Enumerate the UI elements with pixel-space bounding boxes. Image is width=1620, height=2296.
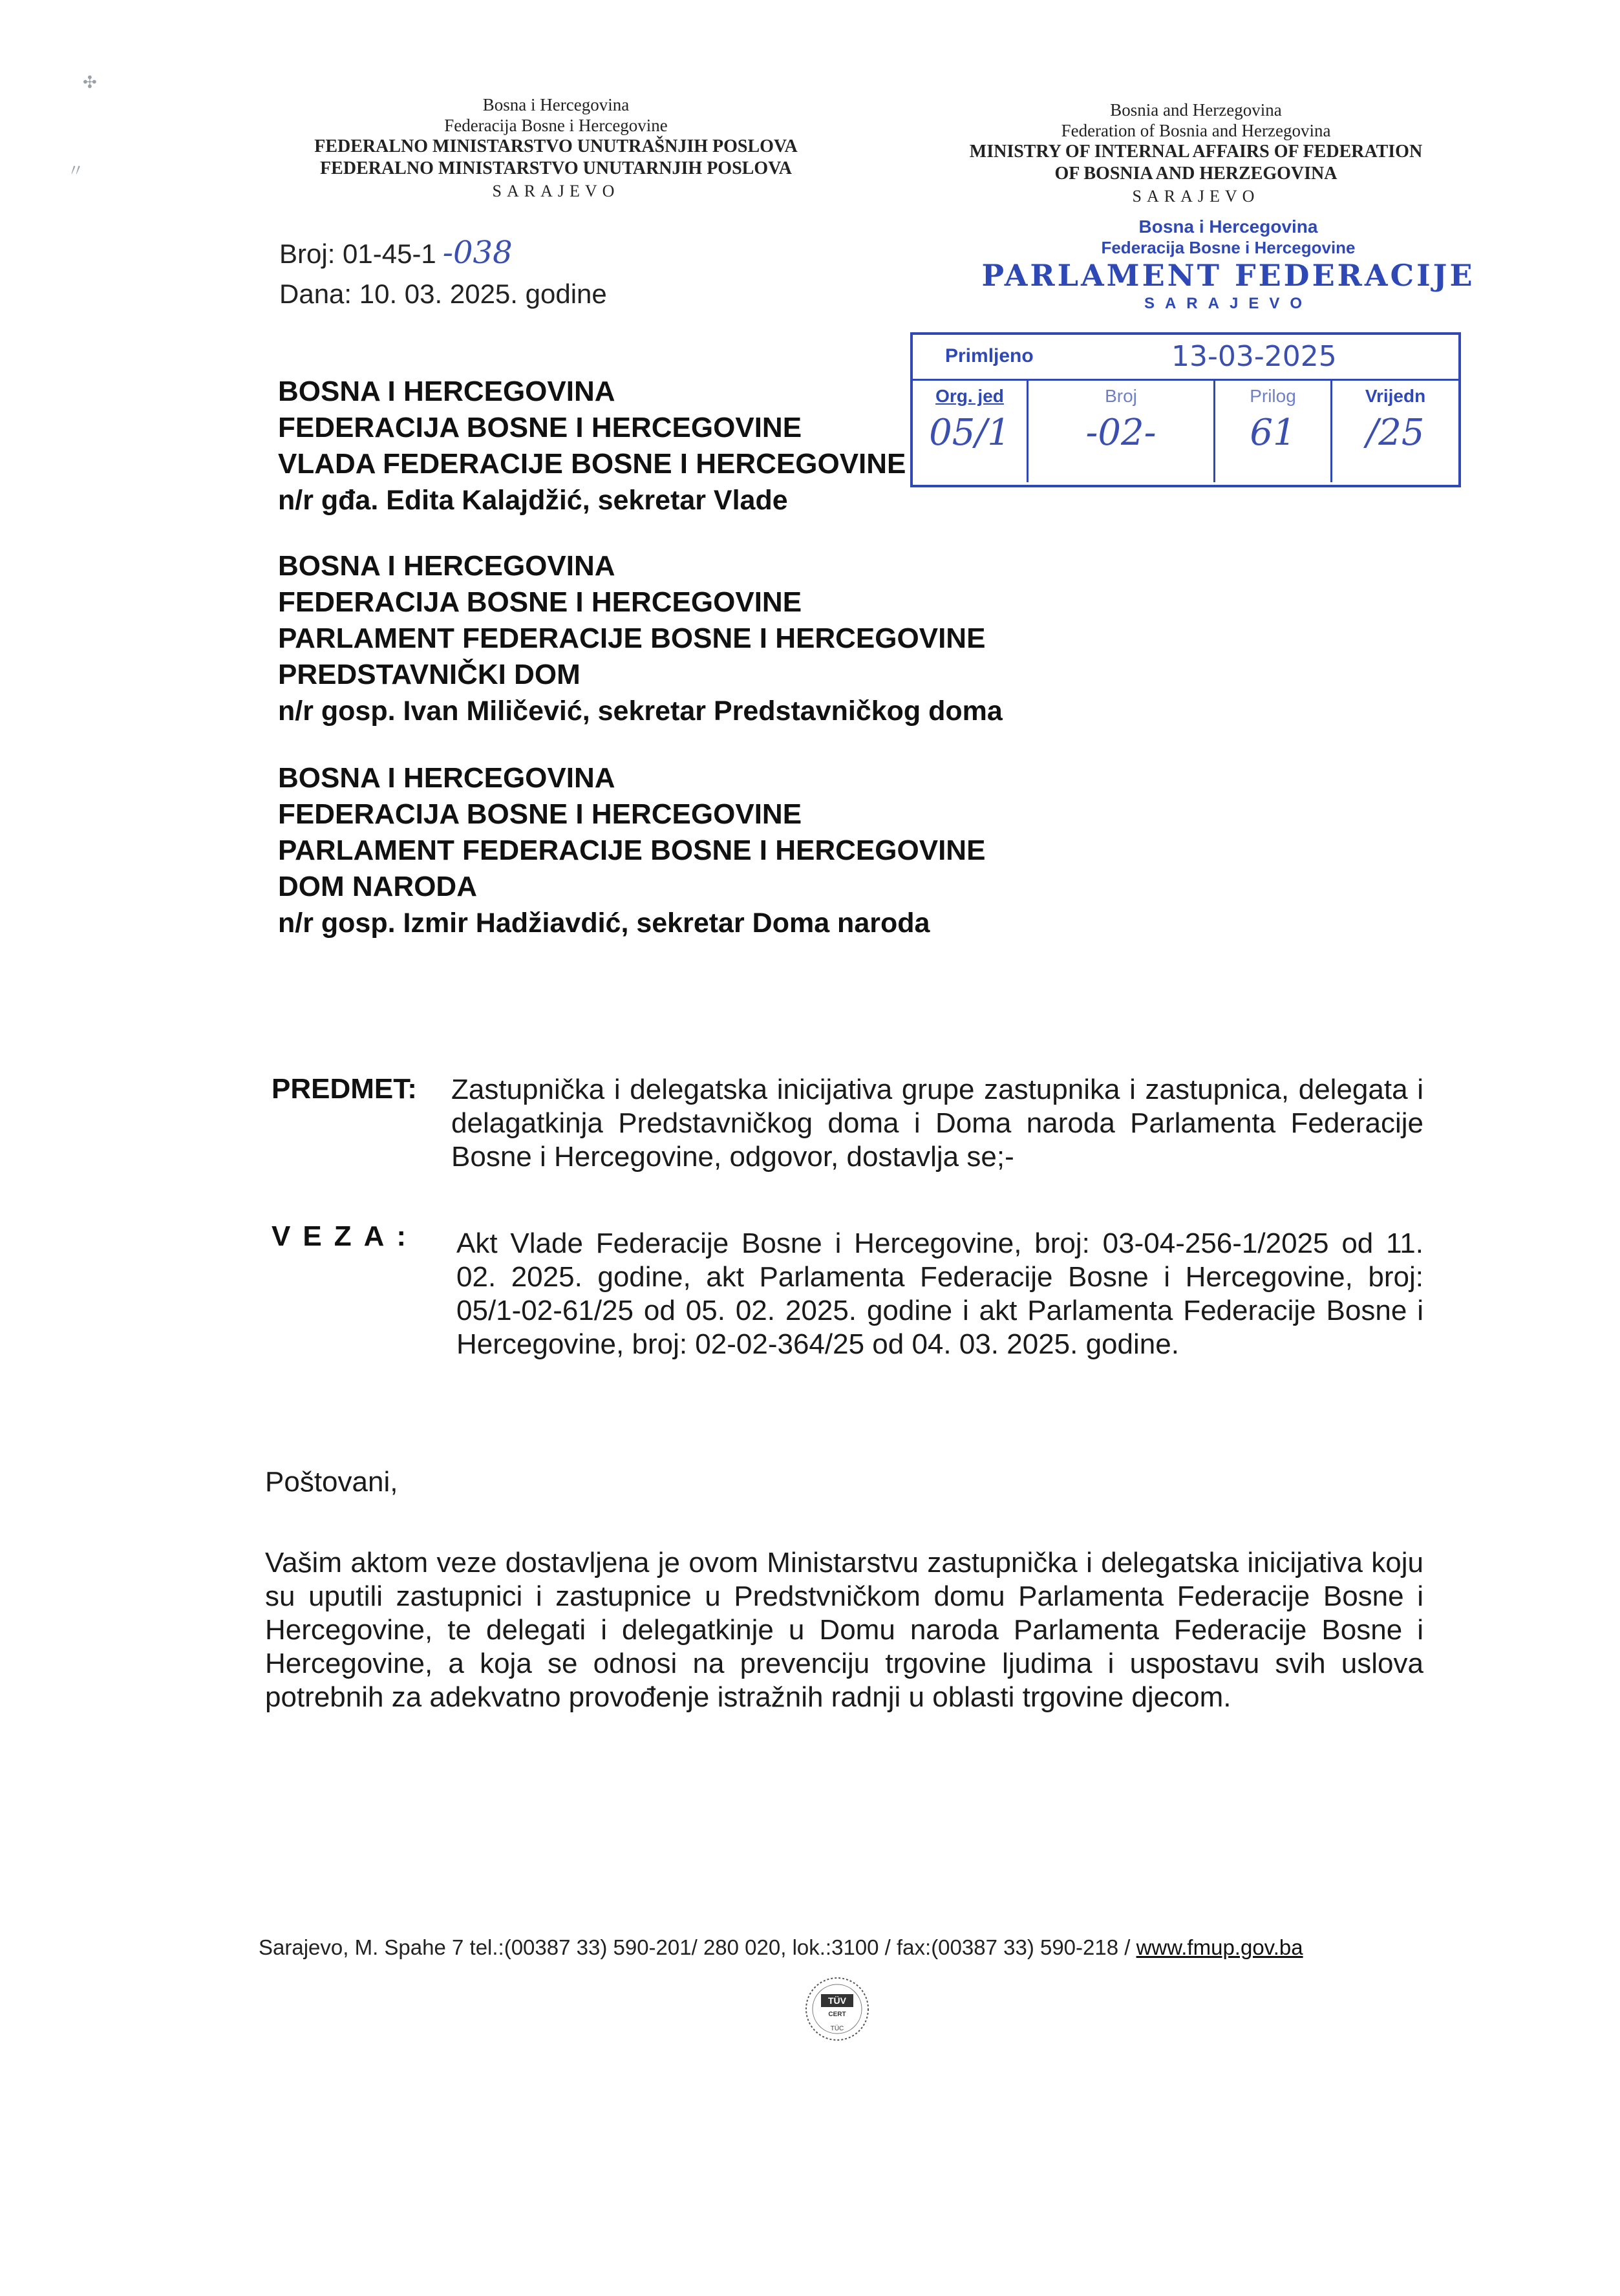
stamp-cell-value: 05/1 [929,412,1010,454]
addressee-house-of-peoples [278,760,985,941]
addressee-line: FEDERACIJA BOSNE I HERCEGOVINE [278,412,802,443]
addressee-line: FEDERACIJA BOSNE I HERCEGOVINE [278,798,802,830]
letterhead-entity-en: Federation of Bosnia and Herzegovina [1061,121,1331,140]
letterhead-bosnian [272,94,840,203]
reference-link-label: VEZA: [272,1220,418,1252]
reference-date: Dana: 10. 03. 2025. godine [279,279,607,309]
letterhead-country: Bosna i Hercegovina [482,95,630,114]
letterhead-entity: Federacija Bosne i Hercegovine [444,116,668,135]
addressee-house-of-representatives [278,548,1003,729]
addressee-attention: n/r gđa. Edita Kalajdžić, sekretar Vlade [278,485,788,516]
addressee-line: VLADA FEDERACIJE BOSNE I HERCEGOVINE [278,448,906,480]
reference-number-handwritten: -038 [442,235,513,271]
subject-label: PREDMET: [272,1073,417,1105]
stamp-cell-label: Prilog [1250,386,1296,406]
reference-link-text: Akt Vlade Federacije Bosne i Hercegovine, broj: 03-04-256-1/2025 od 11. 02. 2025. godine, akt Parlamenta Federacije Bosne i Hercegovine, broj: 05/1-02-61/25 od 05. 02. 2025. godine i akt Parlamenta Federacije Bosne i Hercegovine, broj: 02-02-364/25 od 04. 03. 2025. godine. [456,1228,1423,1360]
addressee-line: DOM NARODA [278,871,477,902]
letterhead-ministry: FEDERALNO MINISTARSTVO UNUTRAŠNJIH POSLOVA [314,136,798,156]
addressee-line: BOSNA I HERCEGOVINA [278,550,615,582]
parliament-stamp-header [970,216,1487,314]
letterhead-ministry-en-2: OF BOSNIA AND HERZEGOVINA [1054,164,1338,184]
stamp-city: SARAJEVO [1144,295,1313,312]
addressee-attention: n/r gosp. Ivan Miličević, sekretar Predstavničkog doma [278,696,1003,727]
addressee-line: BOSNA I HERCEGOVINA [278,376,615,407]
stamp-cell-value: /25 [1366,412,1425,454]
letterhead-city-en: SARAJEVO [1132,187,1260,206]
addressee-line: PARLAMENT FEDERACIJE BOSNE I HERCEGOVINE [278,834,986,866]
addressee-line: PARLAMENT FEDERACIJE BOSNE I HERCEGOVINE [278,622,986,654]
stamp-cell-label: Broj [1105,386,1137,406]
letterhead-country-en: Bosnia and Herzegovina [1110,100,1282,120]
stamp-cell-number [1028,381,1215,482]
stamp-cell-org [913,381,1028,482]
letterhead-english [905,100,1487,208]
letterhead-city: SARAJEVO [492,182,620,200]
cert-mark-mid: CERT [828,2011,846,2018]
footer-contact [259,1935,1416,1960]
letterhead-ministry-en: MINISTRY OF INTERNAL AFFAIRS OF FEDERATION [969,142,1423,162]
greeting: Poštovani, [265,1466,398,1498]
stamp-cell-value: 61 [1250,412,1296,454]
stamp-cell-label: Vrijedn [1365,386,1426,406]
addressee-line: PREDSTAVNIČKI DOM [278,659,581,690]
addressee-line: BOSNA I HERCEGOVINA [278,762,615,794]
cert-mark-bottom: TÜC [830,2025,844,2032]
addressee-government [278,374,906,518]
stamp-received-label: Primljeno [945,345,1034,367]
stamp-cell-attachment [1215,381,1332,482]
footer-address: Sarajevo, M. Spahe 7 tel.:(00387 33) 590-201/ 280 020, lok.:3100 / fax:(00387 33) 590-218 / [259,1935,1136,1959]
reference-number-label: Broj: 01-45-1 [279,239,436,269]
reference-number [279,233,607,274]
tuv-certification-icon [803,1975,871,2043]
subject-text: Zastupnička i delegatska inicijativa grupe zastupnika i zastupnica, delegata i delagatkinja Predstavničkog doma i Doma naroda Parlamenta Federacije Bosne i Hercegovine, odgovor, dostavlja se;- [451,1074,1423,1173]
stamp-cell-value-col [1332,381,1458,482]
stamp-received-date: 13-03-2025 [1171,340,1337,373]
addressee-attention: n/r gosp. Izmir Hadžiavdić, sekretar Doma naroda [278,908,930,939]
reference-block [279,233,607,314]
stamp-cell-label: Org. jed [935,386,1004,406]
stamp-received-row [913,335,1458,381]
received-stamp [910,332,1461,487]
body-paragraph: Vašim aktom veze dostavljena je ovom Ministarstvu zastupnička i delegatska inicijativa koju su uputili zastupnici i zastupnice u Predstvničkom domu Parlamenta Federacije Bosne i Hercegovine, te delegati i delegatkinje u Domu naroda Parlamenta Federacije Bosne i Hercegovine, a koja se odnosi na prevenciju trgovine ljudima i uspostavu svih uslova potrebnih za adekvatno provođenje istražnih radnji u oblasti trgovine djecom. [265,1547,1423,1713]
stamp-institution: PARLAMENT FEDERACIJE [981,258,1475,293]
letterhead-ministry-alt: FEDERALNO MINISTARSTVO UNUTARNJIH POSLOVA [320,158,792,178]
footer-website-link[interactable]: www.fmup.gov.ba [1136,1935,1303,1959]
stamp-country: Bosna i Hercegovina [1138,217,1318,237]
addressee-line: FEDERACIJA BOSNE I HERCEGOVINE [278,586,802,618]
scan-speck: 〃 [67,161,85,180]
scan-speck: ✣ [83,72,97,92]
stamp-cell-value: -02- [1085,412,1156,454]
stamp-entity: Federacija Bosne i Hercegovine [1101,238,1356,257]
cert-mark-top: TÜV [828,1995,846,2006]
